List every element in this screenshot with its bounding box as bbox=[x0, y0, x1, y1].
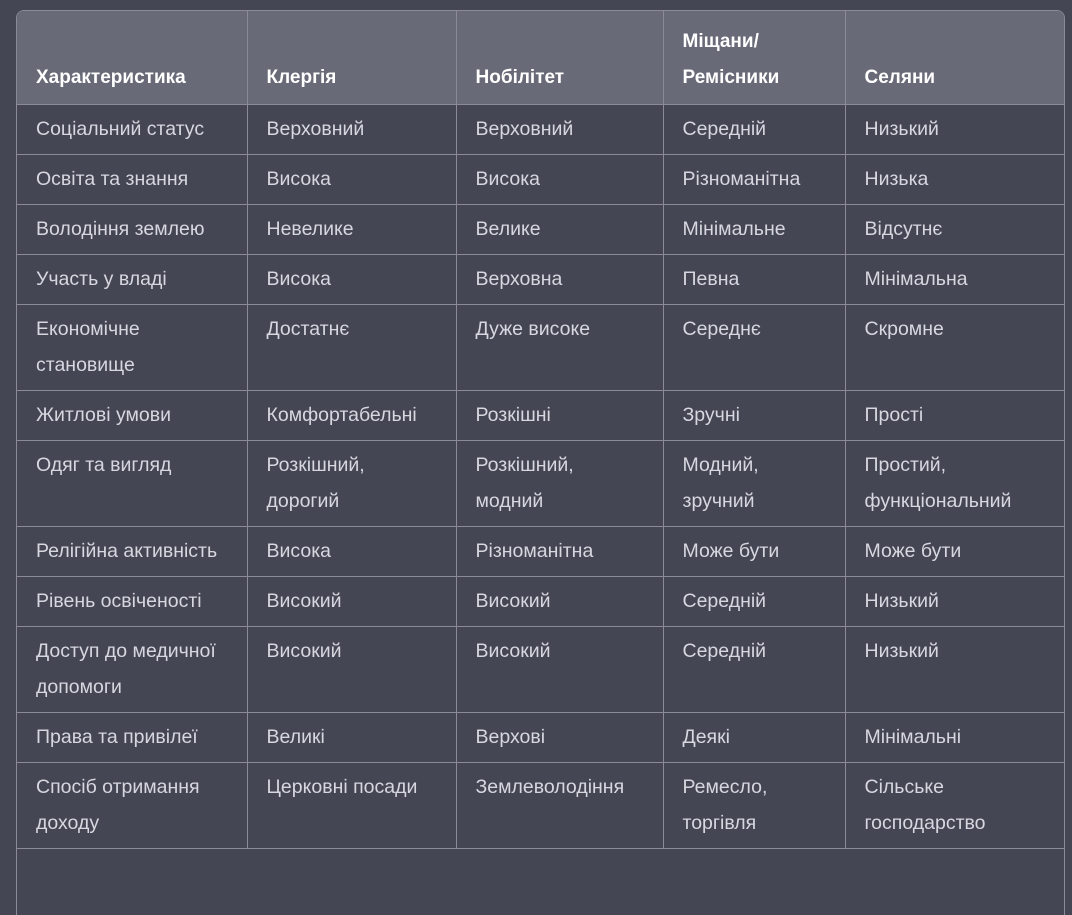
table-row bbox=[17, 205, 1065, 255]
table-cell-burghers: Мінімальне bbox=[663, 205, 845, 255]
table-cell-peasants: Прості bbox=[845, 391, 1065, 441]
table-cell-characteristic: Освіта та знання bbox=[17, 155, 247, 205]
table-cell-characteristic: Доступ до медичної допомоги bbox=[17, 627, 247, 713]
table-cell-clergy: Розкішний, дорогий bbox=[247, 441, 456, 527]
table-cell-burghers: Зручні bbox=[663, 391, 845, 441]
comparison-table-container bbox=[16, 10, 1065, 915]
table-row bbox=[17, 391, 1065, 441]
table-cell-peasants: Відсутнє bbox=[845, 205, 1065, 255]
table-cell-peasants: Мінімальна bbox=[845, 255, 1065, 305]
table-cell-nobility: Велике bbox=[456, 205, 663, 255]
table-cell-clergy: Висока bbox=[247, 527, 456, 577]
table-cell-peasants: Простий, функціональний bbox=[845, 441, 1065, 527]
table-cell-characteristic: Економічне становище bbox=[17, 305, 247, 391]
table-cell-nobility: Розкішний, модний bbox=[456, 441, 663, 527]
table-row bbox=[17, 305, 1065, 391]
table-cell-burghers: Середнє bbox=[663, 305, 845, 391]
table-cell-clergy: Високий bbox=[247, 577, 456, 627]
comparison-table bbox=[17, 11, 1065, 849]
table-cell-characteristic: Права та привілеї bbox=[17, 713, 247, 763]
table-row bbox=[17, 713, 1065, 763]
table-cell-clergy: Високий bbox=[247, 627, 456, 713]
header-characteristic: Характеристика bbox=[17, 11, 247, 105]
table-cell-burghers: Середній bbox=[663, 577, 845, 627]
table-cell-nobility: Високий bbox=[456, 627, 663, 713]
table-cell-burghers: Ремесло, торгівля bbox=[663, 763, 845, 849]
table-cell-peasants: Може бути bbox=[845, 527, 1065, 577]
table-cell-characteristic: Житлові умови bbox=[17, 391, 247, 441]
table-cell-clergy: Висока bbox=[247, 155, 456, 205]
table-cell-nobility: Висока bbox=[456, 155, 663, 205]
table-cell-burghers: Певна bbox=[663, 255, 845, 305]
header-nobility: Нобілітет bbox=[456, 11, 663, 105]
table-cell-clergy: Церковні посади bbox=[247, 763, 456, 849]
table-header-row bbox=[17, 11, 1065, 105]
table-cell-burghers: Різноманітна bbox=[663, 155, 845, 205]
table-row bbox=[17, 255, 1065, 305]
table-row bbox=[17, 155, 1065, 205]
table-cell-clergy: Висока bbox=[247, 255, 456, 305]
table-cell-burghers: Середній bbox=[663, 105, 845, 155]
table-row bbox=[17, 527, 1065, 577]
table-cell-burghers: Модний, зручний bbox=[663, 441, 845, 527]
table-cell-characteristic: Релігійна активність bbox=[17, 527, 247, 577]
table-cell-burghers: Може бути bbox=[663, 527, 845, 577]
table-cell-nobility: Розкішні bbox=[456, 391, 663, 441]
table-cell-nobility: Землеволодіння bbox=[456, 763, 663, 849]
table-cell-nobility: Високий bbox=[456, 577, 663, 627]
table-cell-peasants: Низький bbox=[845, 627, 1065, 713]
table-cell-peasants: Низька bbox=[845, 155, 1065, 205]
table-cell-burghers: Деякі bbox=[663, 713, 845, 763]
header-burghers: Міщани/ Ремісники bbox=[663, 11, 845, 105]
table-cell-clergy: Великі bbox=[247, 713, 456, 763]
table-cell-clergy: Невелике bbox=[247, 205, 456, 255]
table-cell-clergy: Комфортабельні bbox=[247, 391, 456, 441]
table-cell-clergy: Верховний bbox=[247, 105, 456, 155]
table-cell-peasants: Низький bbox=[845, 577, 1065, 627]
table-cell-clergy: Достатнє bbox=[247, 305, 456, 391]
table-row bbox=[17, 577, 1065, 627]
header-peasants: Селяни bbox=[845, 11, 1065, 105]
header-clergy: Клергія bbox=[247, 11, 456, 105]
table-cell-nobility: Верховний bbox=[456, 105, 663, 155]
table-cell-characteristic: Соціальний статус bbox=[17, 105, 247, 155]
table-row bbox=[17, 627, 1065, 713]
table-cell-nobility: Верхові bbox=[456, 713, 663, 763]
table-cell-peasants: Скромне bbox=[845, 305, 1065, 391]
table-cell-characteristic: Рівень освіченості bbox=[17, 577, 247, 627]
table-cell-burghers: Середній bbox=[663, 627, 845, 713]
table-cell-peasants: Сільське господарство bbox=[845, 763, 1065, 849]
table-cell-nobility: Дуже високе bbox=[456, 305, 663, 391]
table-cell-characteristic: Одяг та вигляд bbox=[17, 441, 247, 527]
table-cell-characteristic: Володіння землею bbox=[17, 205, 247, 255]
table-cell-nobility: Верховна bbox=[456, 255, 663, 305]
table-cell-peasants: Мінімальні bbox=[845, 713, 1065, 763]
table-row bbox=[17, 441, 1065, 527]
table-body bbox=[17, 105, 1065, 849]
table-cell-nobility: Різноманітна bbox=[456, 527, 663, 577]
table-row bbox=[17, 105, 1065, 155]
table-row bbox=[17, 763, 1065, 849]
table-cell-characteristic: Участь у владі bbox=[17, 255, 247, 305]
table-cell-peasants: Низький bbox=[845, 105, 1065, 155]
table-cell-characteristic: Спосіб отримання доходу bbox=[17, 763, 247, 849]
